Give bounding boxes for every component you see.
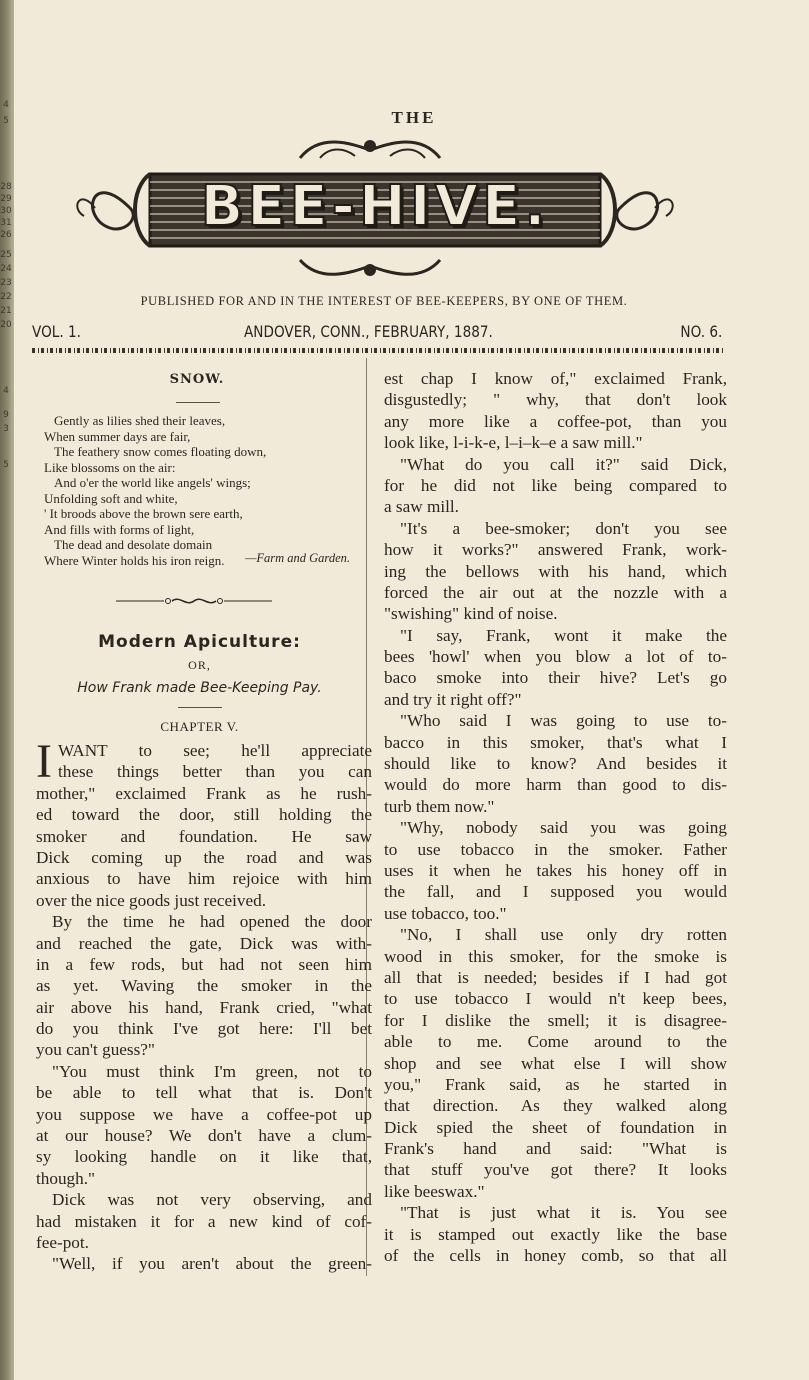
text-line: "It's a bee-smoker; don't you see xyxy=(400,518,727,538)
poem-line: And o'er the world like angels' wings; xyxy=(54,475,251,490)
text-line: est chap I know of," exclaimed Frank, xyxy=(384,369,727,388)
text-line: sy looking handle on it like that, xyxy=(36,1147,372,1167)
text-line: all that is needed; besides if I had got xyxy=(384,967,727,987)
ornament-divider-icon xyxy=(114,593,274,609)
masthead-the: THE xyxy=(391,108,437,127)
text-line: "You must think I'm green, not to xyxy=(52,1061,372,1081)
poem-attribution: —Farm and Garden. xyxy=(245,551,350,565)
poem-line: When summer days are fair, xyxy=(44,428,191,444)
text-line: "I say, Frank, wont it make the xyxy=(400,625,727,645)
spine-number: 22 xyxy=(0,292,12,302)
poem-line: The dead and desolate domain xyxy=(54,537,213,552)
text-line: though." xyxy=(36,1168,96,1188)
text-line: Dick spied the sheet of foundation in xyxy=(384,1117,727,1137)
text-line: you can't guess?" xyxy=(36,1040,155,1060)
text-line: as yet. Waving the smoker in the xyxy=(36,976,372,996)
poem-line: The feathery snow comes floating down, xyxy=(54,444,267,459)
text-line: for he did not like being compared to xyxy=(384,475,727,495)
text-line: "Why, nobody said you was going xyxy=(400,818,727,838)
poem-line: Like blossoms on the air: xyxy=(44,459,176,475)
issue-number: NO. 6. xyxy=(680,322,722,341)
dashed-rule xyxy=(32,348,724,353)
text-line: wood in this smoker, for the smoke is xyxy=(384,946,727,966)
text-line: turb them now." xyxy=(384,796,495,816)
spine-number: 28 xyxy=(0,182,12,192)
text-line: how it works?" answered Frank, work- xyxy=(384,540,727,560)
text-line: WANT to see; he'll appreciate xyxy=(57,741,372,760)
text-line: you suppose we have a coffee-pot up xyxy=(36,1104,372,1124)
text-line: should like to know? And besides it xyxy=(384,754,727,774)
poem-title-rule xyxy=(176,402,220,403)
text-line: like beeswax." xyxy=(384,1181,485,1201)
text-line: to use tobacco in the smoker. Father xyxy=(384,839,727,859)
text-line: able to me. Come around to the xyxy=(384,1032,727,1052)
text-line: Dick was not very observing, and xyxy=(52,1190,372,1210)
text-line: to use tobacco I would n't keep bees, xyxy=(384,989,727,1009)
text-line: use tobacco, too." xyxy=(384,903,507,923)
text-line: a saw mill. xyxy=(384,497,459,517)
spine-number: 20 xyxy=(0,320,12,330)
text-line: "swishing" kind of noise. xyxy=(384,604,558,624)
text-line: baco smoke into their hive? Let's go xyxy=(384,668,727,688)
text-line: over the nice goods just received. xyxy=(36,890,267,910)
poem-title: SNOW. xyxy=(169,372,225,387)
text-line: anxious to have him rejoice with him xyxy=(36,869,372,889)
text-line: "No, I shall use only dry rotten xyxy=(400,925,727,945)
masthead-ornament xyxy=(70,128,680,288)
text-line: any more like a coffee-pot, than you xyxy=(384,411,727,431)
spine-number: 5 xyxy=(3,116,9,126)
spine-number: 25 xyxy=(0,250,12,260)
text-line: of the cells in honey comb, so that all xyxy=(384,1246,727,1266)
spine-number: 29 xyxy=(0,194,12,204)
poem-line: ' It broods above the brown sere earth, xyxy=(44,506,243,521)
spine-number: 4 xyxy=(3,386,9,396)
text-line: mother," exclaimed Frank as he rush- xyxy=(36,783,372,803)
text-line: it is stamped out exactly like the base xyxy=(384,1224,727,1244)
text-line: Frank's hand and said: "What is xyxy=(384,1139,727,1159)
text-line: bacco in this smoker, that's what I xyxy=(384,732,727,752)
poem-body xyxy=(44,413,364,568)
text-line: fee-pot. xyxy=(36,1232,89,1252)
text-line: "Who said I was going to use to- xyxy=(400,711,727,731)
masthead-tagline: PUBLISHED FOR AND IN THE INTEREST OF BEE-KEEPERS, BY ONE OF THEM. xyxy=(140,294,628,308)
masthead-title: BEE-HIVE. xyxy=(200,174,550,239)
text-line: "That is just what it is. You see xyxy=(400,1203,727,1223)
drop-cap: I xyxy=(36,735,52,788)
newspaper-page xyxy=(14,0,809,1380)
spine-number: 30 xyxy=(0,206,12,216)
left-column-text xyxy=(36,735,372,1275)
poem-line: Where Winter holds his iron reign. xyxy=(44,552,225,568)
story-subtitle: How Frank made Bee-Keeping Pay. xyxy=(77,680,322,696)
text-line: that direction. As they walked along xyxy=(384,1096,727,1116)
text-line: air above his hand, Frank cried, "what xyxy=(36,997,372,1017)
right-column-text xyxy=(384,368,727,1266)
text-line: smoker and foundation. He saw xyxy=(36,826,372,846)
issue-line xyxy=(32,322,722,346)
text-line: forced the air out at the nozzle with a xyxy=(384,582,727,602)
book-spine-edge xyxy=(0,0,14,1380)
spine-number: 9 xyxy=(3,410,9,420)
text-line: Dick coming up the road and was xyxy=(36,847,372,867)
dateline: ANDOVER, CONN., FEBRUARY, 1887. xyxy=(244,322,493,341)
text-line: and reached the gate, Dick was with- xyxy=(36,933,372,953)
spine-number: 24 xyxy=(0,264,12,274)
text-line: uses it when he takes his honey off in xyxy=(384,860,727,880)
text-line: look like, l-i-k-e, l–i–k–e a saw mill." xyxy=(384,433,643,453)
story-or: OR, xyxy=(188,658,211,672)
text-line: the fall, and I supposed you would xyxy=(384,882,727,902)
text-line: in a few rods, but had not seen him xyxy=(36,954,372,974)
spine-number: 4 xyxy=(3,100,9,110)
text-line: for I dislike the smell; it is disagree- xyxy=(384,1010,727,1030)
poem-line: Gently as lilies shed their leaves, xyxy=(54,413,226,428)
text-line: shop and see what else I will show xyxy=(384,1053,727,1073)
text-line: at our house? We don't have a clum- xyxy=(36,1126,372,1146)
text-line: these things better than you can xyxy=(57,762,372,782)
spine-number: 26 xyxy=(0,230,12,240)
story-title: Modern Apiculture: xyxy=(98,632,301,652)
chapter-heading: CHAPTER V. xyxy=(160,719,239,734)
text-line: you," Frank said, as he started in xyxy=(384,1074,727,1094)
text-line: "Well, if you aren't about the green- xyxy=(52,1254,372,1274)
text-line: ing the bellows with his hand, which xyxy=(384,561,727,581)
spine-number: 3 xyxy=(3,424,9,434)
subtitle-rule xyxy=(178,707,222,708)
text-line: By the time he had opened the door xyxy=(52,912,372,932)
text-line: that stuff you've got there? It looks xyxy=(384,1160,727,1180)
spine-number: 31 xyxy=(0,218,12,228)
spine-number: 5 xyxy=(3,460,9,470)
text-line: and try it right off?" xyxy=(384,689,522,709)
poem-line: And fills with forms of light, xyxy=(44,521,195,537)
text-line: had mistaken it for a new kind of cof- xyxy=(36,1211,372,1231)
spine-number: 21 xyxy=(0,306,12,316)
spine-number: 23 xyxy=(0,278,12,288)
volume-number: VOL. 1. xyxy=(32,322,81,341)
text-line: bees 'howl' when you blow a lot of to- xyxy=(384,647,727,667)
text-line: disgustedly; " why, that don't look xyxy=(384,390,727,410)
text-line: be able to tell what that is. Don't xyxy=(36,1083,372,1103)
poem-line: Unfolding soft and white, xyxy=(44,490,178,506)
text-line: do you think I've got here: I'll bet xyxy=(36,1019,372,1039)
text-line: ed toward the door, still holding the xyxy=(36,805,372,825)
text-line: "What do you call it?" said Dick, xyxy=(400,454,727,474)
text-line: would do more harm than good to dis- xyxy=(384,775,727,795)
